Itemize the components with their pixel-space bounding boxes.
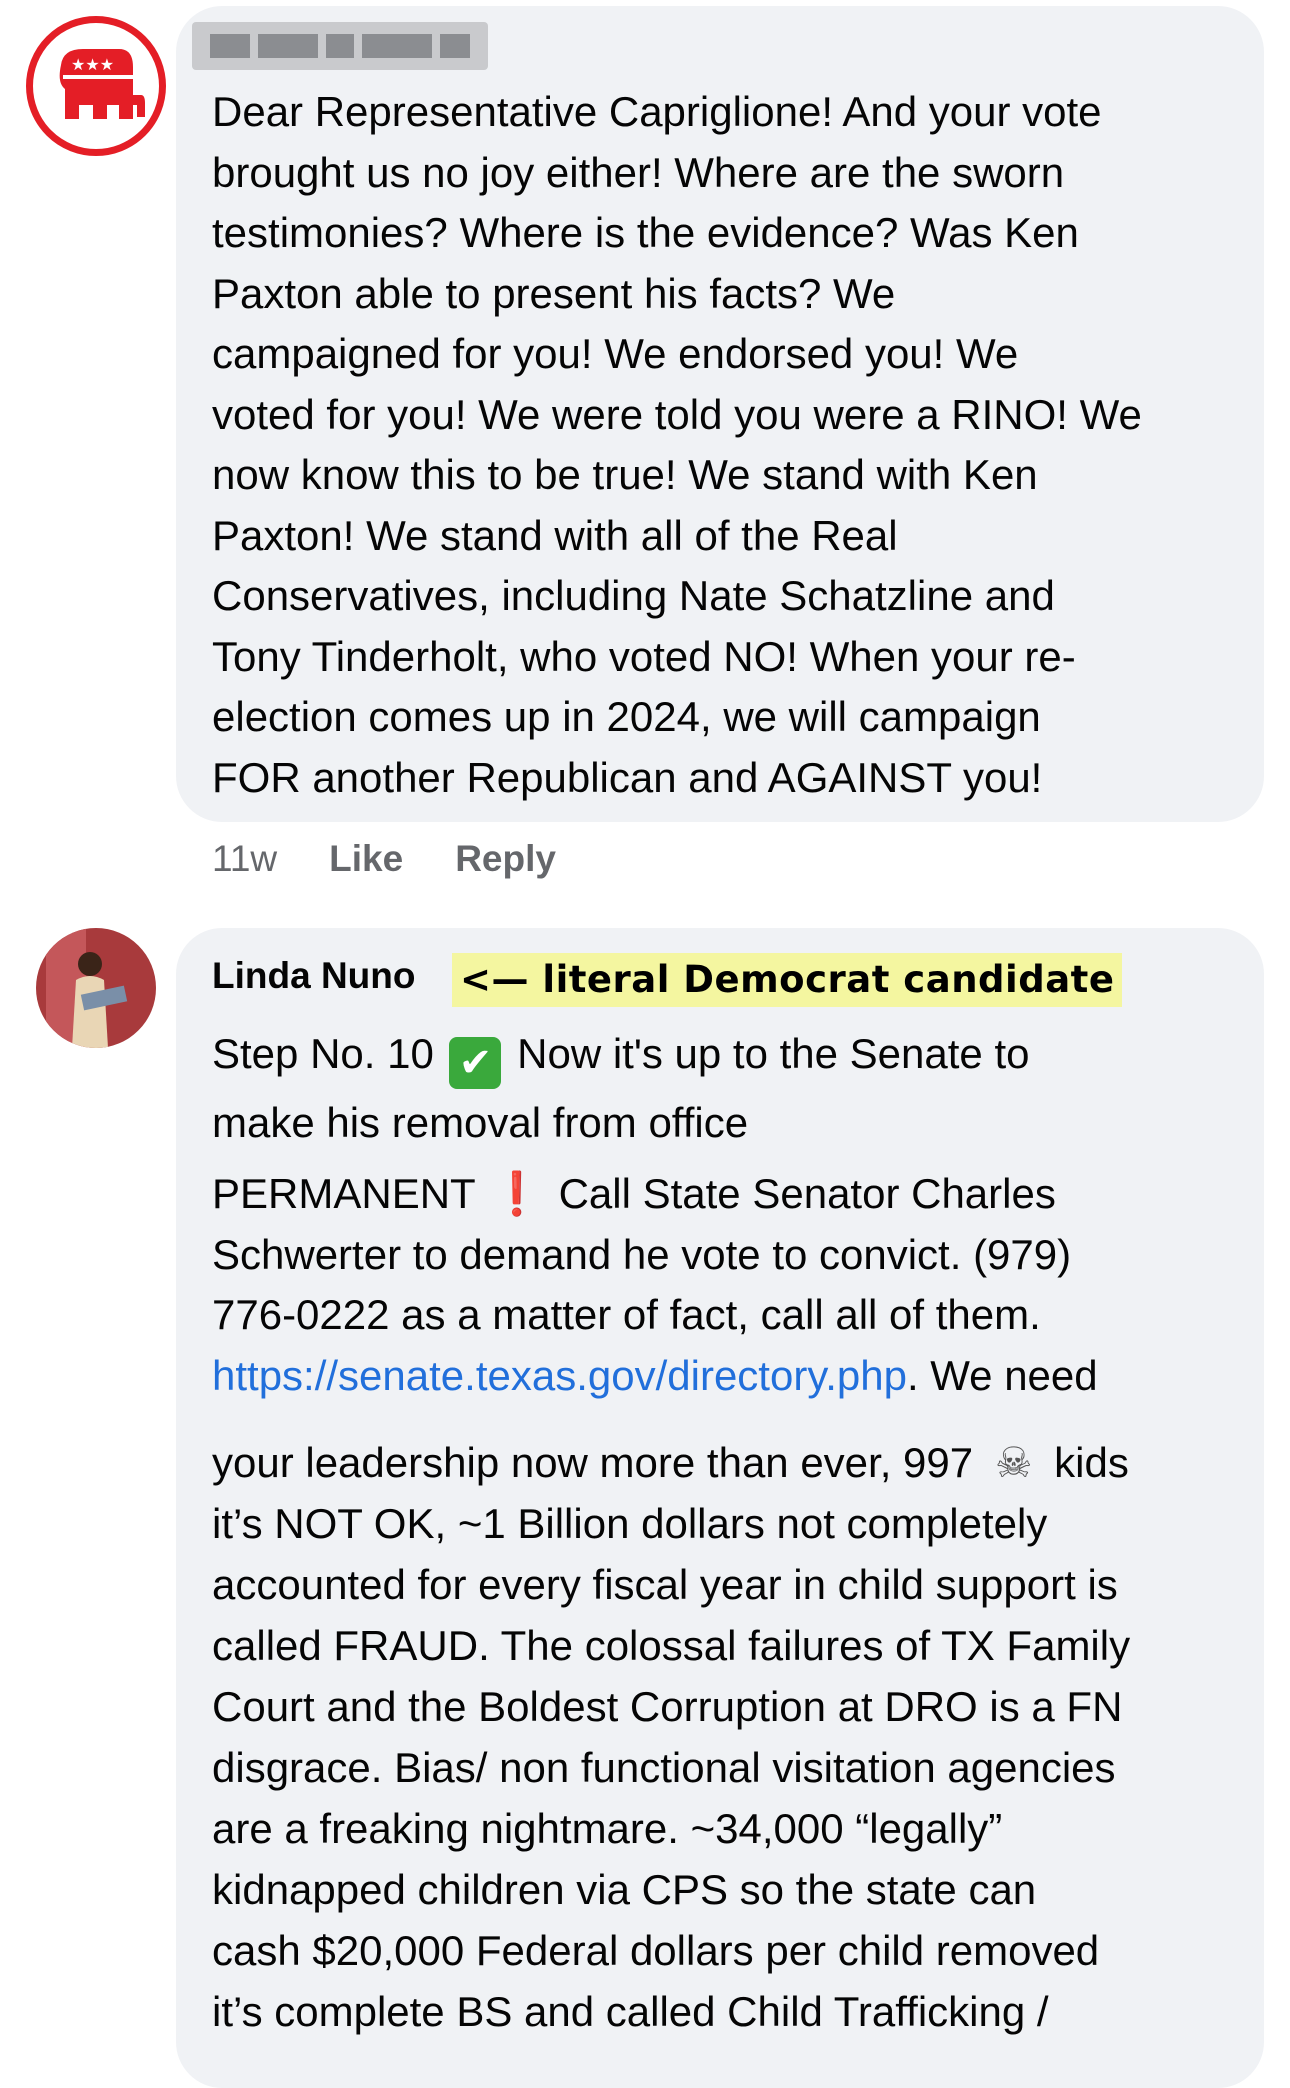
redacted-author-name <box>192 22 488 70</box>
comment-author[interactable]: Linda Nuno <box>212 955 416 996</box>
republican-elephant-icon <box>33 23 159 149</box>
text-span: make his removal from office <box>212 1099 749 1146</box>
republican-avatar[interactable] <box>26 16 166 156</box>
text-span: 776-0222 as a matter of fact, call all of them. <box>212 1291 1041 1338</box>
like-button[interactable]: Like <box>329 838 404 879</box>
comment-paragraph <box>212 1432 1252 2042</box>
user-avatar[interactable] <box>36 928 156 1048</box>
text-span: Call State Senator Charles <box>558 1170 1056 1217</box>
text-span: Now it's up to the Senate to <box>517 1030 1030 1077</box>
comment-actions <box>212 838 556 880</box>
senate-directory-link[interactable]: https://senate.texas.gov/directory.php <box>212 1351 907 1399</box>
text-span: Schwerter to demand he vote to convict. (979) <box>212 1230 1072 1278</box>
avatar-photo <box>36 928 156 1048</box>
highlight-annotation: <— literal Democrat candidate <box>452 953 1122 1007</box>
reply-button[interactable]: Reply <box>455 838 556 879</box>
text-span: your leadership now more than ever, 997 <box>212 1439 974 1486</box>
comment-paragraph <box>212 1164 1252 1406</box>
text-span: it’s NOT OK, ~1 Billion dollars not completely accounted for every fiscal year in child support is called FRAUD. The colossal failures of TX Family Court and the Boldest Corruption at DRO is a FN disgrace. Bias/ non functional visitation agencies are a freaking nightmare. ~34,000 “legally” kidnapped children via CPS so the state can cash $20,000 Federal dollars per child removed it’s complete BS and called Child Trafficking / <box>212 1500 1131 2035</box>
comment-time: 11w <box>212 838 278 879</box>
comment-paragraph <box>212 1020 1252 1157</box>
svg-text:★★★: ★★★ <box>71 55 115 74</box>
text-span: . We need <box>906 1351 1098 1399</box>
skull-icon: ☠ <box>994 1438 1033 1487</box>
comment-text: Dear Representative Capriglione! And your vote brought us no joy either! Where are the sworn testimonies? Where is the evidence? Was Ken Paxton able to present his facts? We campaigned for you! We endorsed you! We voted for you! We were told you were a RINO! We now know this to be true! We stand with Ken Paxton! We stand with all of the Real Conservatives, including Nate Schatzline and Tony Tinderholt, who voted NO! When your re- election comes up in 2024, we will campaign FOR another Republican and AGAINST you! <box>212 88 1142 801</box>
exclamation-icon: ❗ <box>490 1169 543 1218</box>
text-span: kids <box>1054 1439 1129 1486</box>
check-mark-icon: ✔ <box>449 1037 501 1089</box>
text-span: PERMANENT <box>212 1170 475 1217</box>
text-span: Step No. 10 <box>212 1030 434 1077</box>
